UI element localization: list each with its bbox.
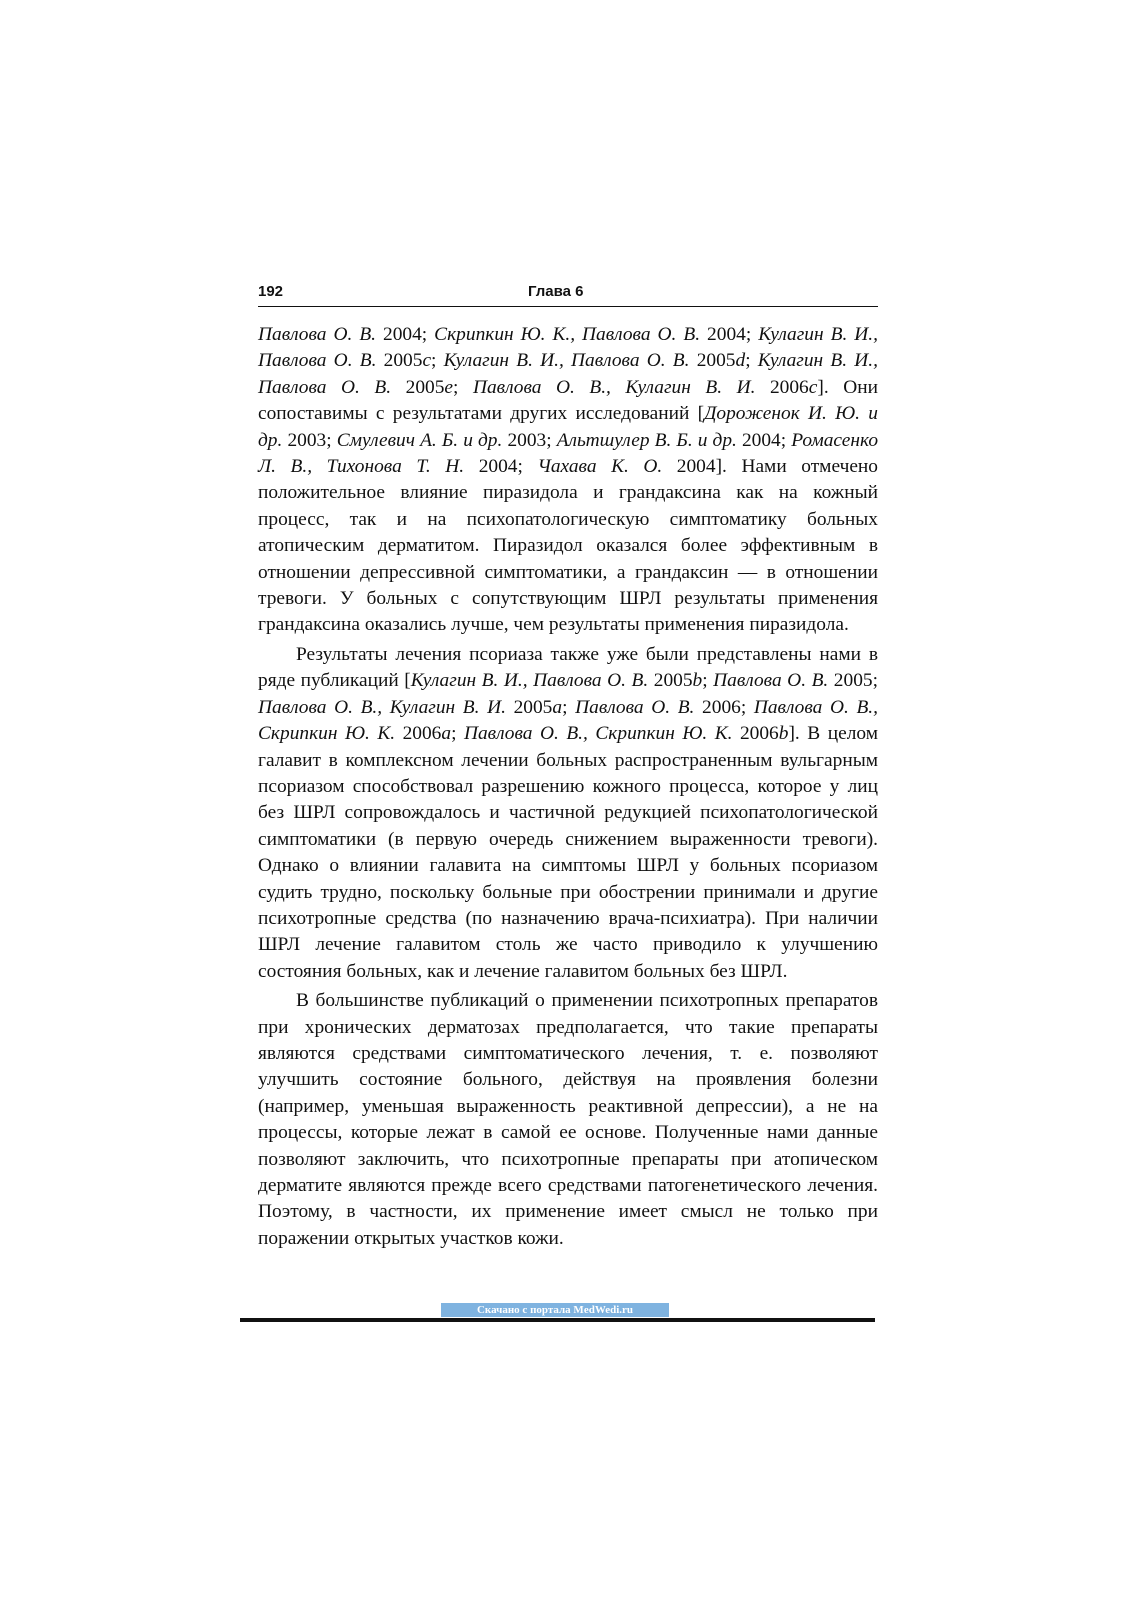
citation-author: Павлова О. В., Скрипкин Ю. К.: [258, 696, 878, 745]
citation-author: Скрипкин Ю. К., Павлова О. В.: [434, 324, 701, 345]
text-run: ;: [453, 376, 473, 398]
citation-author: Павлова О. В.: [258, 324, 377, 345]
citation-author: Кулагин В. И., Павлова О. В.: [410, 670, 649, 692]
text-run: 2003;: [282, 429, 337, 451]
text-run: 2005: [376, 350, 423, 372]
paragraph: [258, 322, 878, 639]
text-run: 2006: [732, 723, 779, 745]
text-run: 2004;: [376, 324, 435, 345]
text-run: 2004]. Нами отмечено положительное влияние пиразидола и грандаксина как на кожный процесс, так и на психопатологическую симптоматику больных атопическим дерматитом. Пиразидол оказался более эффективным в отношении депрессивной симптоматики, а грандаксин — в отношении тревоги. У больных с сопутствующим ШРЛ результаты применения грандаксина оказались лучше, чем результаты применения пиразидола.: [258, 456, 878, 636]
text-run: 2006: [755, 376, 809, 398]
citation-author: Павлова О. В.: [575, 696, 695, 718]
text-run: 2006: [395, 723, 442, 745]
text-run: ]. Они сопоставимы с результатами других исследований [: [258, 376, 878, 425]
citation-author: Кулагин В. И., Павлова О. В.: [443, 350, 690, 372]
citation-author: a: [552, 696, 563, 718]
citation-author: Альтшулер В. Б. и др.: [556, 429, 737, 451]
footer-divider: [240, 1318, 875, 1322]
chapter-title: Глава 6: [528, 283, 584, 300]
text-run: В большинстве публикаций о применении психотропных препаратов при хронических дерматозах предполагается, что такие препараты являются средствами симптоматического лечения, т. е. позволяют улучшить состояние больного, действуя на проявления болезни (например, уменьшая выраженность реактивной депрессии), а не на процессы, которые лежат в самой ее основе. Полученные нами данные позволяют заключить, что психотропные препараты при атопическом дерматите являются прежде всего средствами патогенетического лечения. Поэтому, в частности, их применение имеет смысл не только при поражении открытых участков кожи.: [258, 990, 878, 1249]
citation-author: Павлова О. В.: [713, 670, 829, 692]
citation-author: Кулагин В. И., Павлова О. В.: [258, 324, 878, 372]
paragraph: [258, 642, 878, 985]
text-run: 2005: [505, 696, 553, 718]
citation-author: b: [778, 723, 789, 745]
citation-author: c: [808, 376, 818, 398]
text-run: ;: [451, 723, 464, 745]
citation-author: c: [422, 350, 432, 372]
text-run: 2003;: [502, 429, 557, 451]
citation-author: Смулевич А. Б. и др.: [336, 429, 503, 451]
text-run: ;: [702, 670, 714, 692]
citation-author: e: [444, 376, 454, 398]
text-run: 2005: [391, 376, 445, 398]
citation-author: b: [692, 670, 703, 692]
citation-author: Чахава К. О.: [537, 456, 663, 478]
text-run: 2005: [689, 350, 736, 372]
citation-author: d: [735, 350, 746, 372]
citation-author: Дороженок И. Ю. и др.: [258, 403, 878, 451]
header-divider: [258, 306, 878, 307]
text-run: ;: [745, 350, 758, 372]
body-text: [258, 322, 878, 1252]
text-run: 2004;: [700, 324, 759, 345]
text-run: 2004;: [464, 456, 538, 478]
citation-author: Павлова О. В., Кулагин В. И.: [258, 696, 506, 718]
citation-author: Ромасенко Л. В., Тихонова Т. Н.: [258, 429, 879, 478]
citation-author: a: [441, 723, 452, 745]
download-source-banner: Скачано с портала MedWedi.ru: [441, 1303, 669, 1317]
text-run: ]. В целом галавит в комплексном лечении больных распространенным вульгарным псориазом способствовал разрешению кожного процесса, которое у лиц без ШРЛ сопровождалось и частичной редукцией психопатологической симптоматики (в первую очередь снижением выраженности тревоги). Однако о влиянии галавита на симптомы ШРЛ у больных псориазом судить трудно, поскольку больные при обострении принимали и другие психотропные средства (по назначению врача-психиатра). При наличии ШРЛ лечение галавитом столь же часто приводило к улучшению состояния больных, как и лечение галавитом больных без ШРЛ.: [258, 723, 878, 982]
text-run: 2004;: [736, 429, 792, 451]
text-run: Результаты лечения псориаза также уже были представлены нами в ряде публикаций [: [258, 643, 878, 692]
text-run: 2005;: [828, 670, 878, 692]
text-run: ;: [562, 696, 576, 718]
citation-author: Павлова О. В., Скрипкин Ю. К.: [463, 723, 733, 745]
text-run: 2006;: [694, 696, 754, 718]
text-run: 2005: [648, 670, 693, 692]
paragraph: [258, 988, 878, 1252]
text-run: ;: [431, 350, 444, 372]
citation-author: Кулагин В. И., Павлова О. В.: [258, 350, 878, 398]
citation-author: Павлова О. В., Кулагин В. И.: [472, 376, 756, 398]
page-number: 192: [258, 283, 284, 300]
